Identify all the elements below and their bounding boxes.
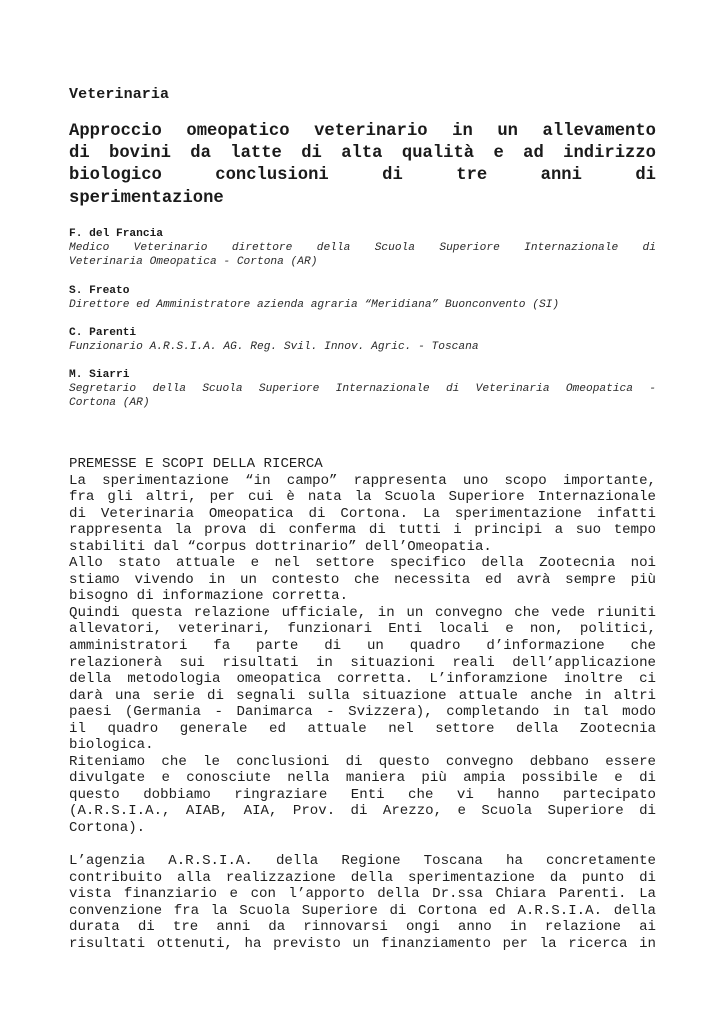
- text-line: bisogno di informazione corretta.: [69, 588, 349, 605]
- author-entry: [69, 326, 656, 354]
- text-line: Quindi questa relazione ufficiale, in un convegno che vede riuniti: [69, 604, 656, 621]
- text-line: rappresenta la prova di conferma di tutti i principi a suo tempo: [69, 522, 656, 539]
- text-line: questo dobbiamo ringraziare Enti che vi hanno partecipato: [69, 786, 656, 803]
- title-line: di bovini da latte di alta qualità e ad indirizzo: [69, 144, 656, 164]
- text-line: Cortona).: [69, 820, 146, 837]
- text-line: contribuito alla realizzazione della sperimentazione da punto di: [69, 869, 656, 886]
- article-title: [69, 121, 656, 210]
- author-list: [69, 227, 656, 425]
- text-line: Riteniamo che le conclusioni di questo convegno debbano essere: [69, 753, 656, 770]
- text-line: divulgate e conosciute nella maniera più ampia possibile e di: [69, 770, 656, 787]
- text-line: della metodologia omeopatica corretta. L’inforamzione inoltre ci: [69, 671, 656, 688]
- paragraph-5: [69, 853, 656, 952]
- text-line: Allo stato attuale e nel settore specifico della Zootecnia noi: [69, 555, 656, 572]
- body-text: [69, 456, 656, 952]
- text-line: fra gli altri, per cui è nata la Scuola Superiore Internazionale: [69, 489, 656, 506]
- paragraph-3: [69, 605, 656, 754]
- text-line: durata di tre anni da rinnovarsi ongi anno in relazione ai: [69, 919, 656, 936]
- author-name: F. del Francia: [69, 228, 163, 240]
- text-line: allevatori, veterinari, funzionari Enti locali e non, politici,: [69, 621, 656, 638]
- author-affiliation: [69, 340, 656, 354]
- title-line: Approccio omeopatico veterinario in un allevamento: [69, 122, 656, 141]
- text-line: La sperimentazione “in campo” rappresenta uno scopo importante,: [69, 472, 656, 489]
- text-line: relazionerà sui risultati in situazioni reali dell’applicazione: [69, 654, 656, 671]
- author-name: S. Freato: [69, 284, 130, 297]
- text-line: biologica.: [69, 737, 154, 754]
- paragraph-2: [69, 555, 656, 605]
- text-line: stiamo vivendo in un contesto che necessita ed avrà sempre più: [69, 571, 656, 588]
- text-line: amministratori fa parte di un quadro d’informazione che: [69, 638, 656, 655]
- affiliation-line: Segretario della Scuola Superiore Internazionale di Veterinaria Omeopatica -: [69, 383, 656, 396]
- text-line: darà una serie di segnali sulla situazione attuale anche in altri: [69, 687, 656, 704]
- author-affiliation: [69, 241, 656, 270]
- affiliation-line: Veterinaria Omeopatica - Cortona (AR): [69, 256, 318, 269]
- author-name: M. Siarri: [69, 369, 130, 382]
- text-line: (A.R.S.I.A., AIAB, AIA, Prov. di Arezzo, e Scuola Superiore di: [69, 803, 656, 820]
- affiliation-line: Direttore ed Amministratore azienda agraria “Meridiana” Buonconvento (SI): [69, 298, 560, 311]
- title-line: sperimentazione: [69, 188, 224, 208]
- text-line: vista finanziario e con l’apporto della Dr.ssa Chiara Parenti. La: [69, 886, 656, 903]
- author-name: C. Parenti: [69, 326, 137, 339]
- author-affiliation: [69, 298, 656, 312]
- text-line: risultati ottenuti, ha previsto un finanziamento per la ricerca in: [69, 935, 656, 952]
- text-line: stabiliti dal “corpus dottrinario” dell’Omeopatia.: [69, 538, 492, 555]
- text-line: il quadro generale ed attuale nel settore della Zootecnia: [69, 720, 656, 737]
- category-label: Veterinaria: [69, 86, 170, 103]
- author-entry: [69, 368, 656, 411]
- author-entry: [69, 227, 656, 270]
- text-line: paesi (Germania - Danimarca - Svizzera), completando in tal modo: [69, 704, 656, 721]
- paragraph-4: [69, 754, 656, 837]
- section-heading: PREMESSE E SCOPI DELLA RICERCA: [69, 456, 323, 472]
- paragraph-gap: [69, 837, 656, 854]
- author-entry: [69, 284, 656, 312]
- text-line: L’agenzia A.R.S.I.A. della Regione Toscana ha concretamente: [69, 853, 656, 870]
- affiliation-line: Cortona (AR): [69, 397, 150, 410]
- paragraph-1: [69, 473, 656, 556]
- text-line: di Veterinaria Omeopatica di Cortona. La sperimentazione infatti: [69, 505, 656, 522]
- affiliation-line: Funzionario A.R.S.I.A. AG. Reg. Svil. Innov. Agric. - Toscana: [69, 340, 479, 353]
- affiliation-line: Medico Veterinario direttore della Scuola Superiore Internazionale di: [69, 242, 656, 254]
- author-affiliation: [69, 382, 656, 411]
- text-line: convenzione fra la Scuola Superiore di Cortona ed A.R.S.I.A. della: [69, 902, 656, 919]
- title-line: biologico conclusioni di tre anni di: [69, 166, 656, 186]
